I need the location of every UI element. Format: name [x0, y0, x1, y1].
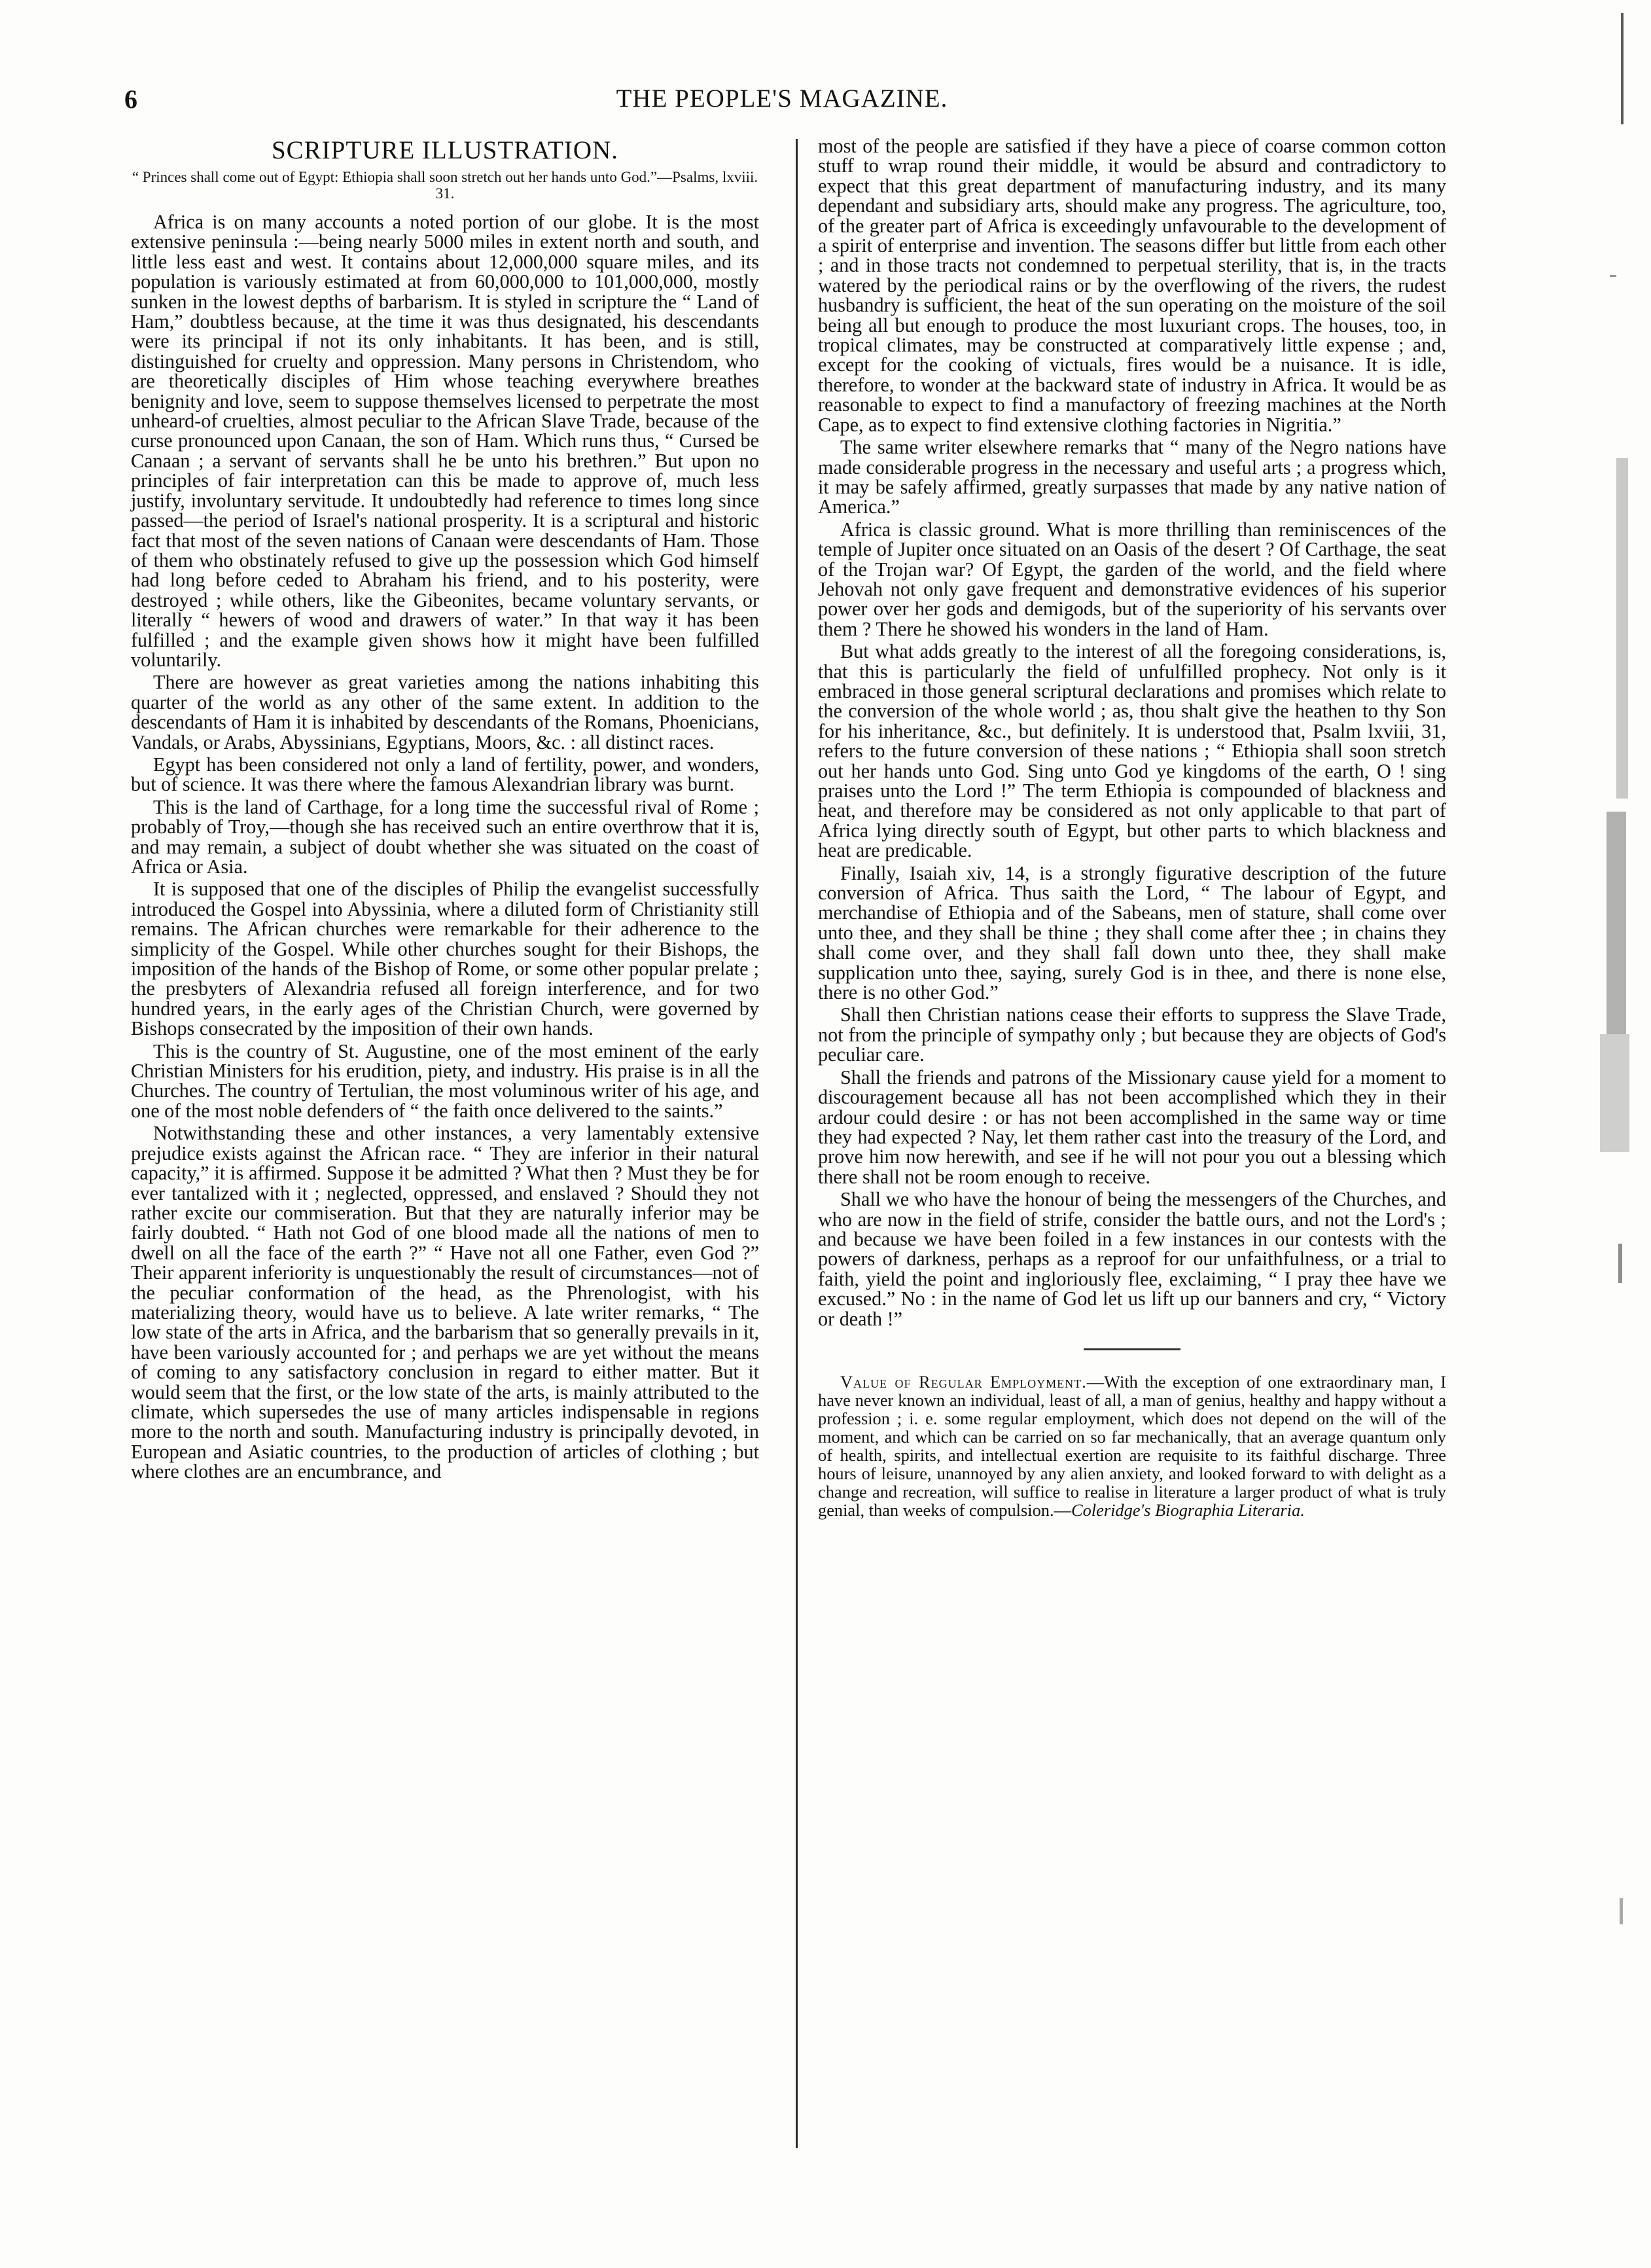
page-number: 6 [124, 84, 137, 114]
article-paragraph: Africa is on many accounts a noted portion of our globe. It is the most extensive peninsula :—being nearly 5000 miles in extent north and south, and little less east and west. It contains about 12,000,000 square miles, and its population is variously estimated at from 60,000,000 to 101,000,000, mostly sunken in the lowest depths of barbarism. It is styled in scripture the “ Land of Ham,” doubtless because, at the time it was thus designated, his descendants were its principal if not its only inhabitants. It has been, and is still, distinguished for cruelty and oppression. Many persons in Christendom, who are theoretically disciples of Him whose teaching everywhere breathes benignity and love, seem to suppose themselves licensed to perpetrate the most unheard-of cruelties, almost peculiar to the African Slave Trade, because of the curse pronounced upon Canaan, the son of Ham. Which runs thus, “ Cursed be Canaan ; a servant of servants shall he be unto his brethren.” But upon no principles of fair interpretation can this be made to approve of, much less justify, involuntary servitude. It undoubtedly had reference to times long since passed—the period of Israel's national prosperity. It is a scriptural and historic fact that most of the seven nations of Canaan were descendants of Ham. Those of them who obstinately refused to give up the possession which God himself had long before ceded to Abraham his friend, and to his posterity, were destroyed ; while others, like the Gibeonites, became voluntary servants, or literally “ hewers of wood and drawers of water.” In that way it has been fulfilled ; and the example given shows how it might have been fulfilled voluntarily. [131, 211, 759, 671]
article-paragraph: Shall the friends and patrons of the Missionary cause yield for a moment to discouragement because all has not been accomplished which they in their ardour could desire : or has not been accomplished in the same way or time they had expected ? Nay, let them rather cast into the treasury of the Lord, and prove him now herewith, and see if he will not pour you out a blessing which there shall not be room enough to receive. [818, 1066, 1446, 1188]
article-paragraph: But what adds greatly to the interest of all the foregoing considerations, is, that this is particularly the field of unfulfilled prophecy. Not only is it embraced in those general scriptural declarations and promises which relate to the conversion of the whole world ; as, thou shalt give the heathen to thy Son for his inheritance, &c., but definitely. It is understood that, Psalm lxviii, 31, refers to the future conversion of these nations ; “ Ethiopia shall soon stretch out her hands unto God. Sing unto God ye kingdoms of the earth, O ! sing praises unto the Lord !” The term Ethiopia is compounded of blackness and heat, and therefore may be considered as not only applicable to that part of Africa lying directly south of Egypt, but other parts to which blackness and heat are predicable. [818, 640, 1446, 862]
note-heading: Value of Regular Employment. [840, 1371, 1087, 1392]
article-paragraph: Finally, Isaiah xiv, 14, is a strongly figurative description of the future conversion of Africa. Thus saith the Lord, “ The labour of Egypt, and merchandise of Ethiopia and of the Sabeans, men of stature, shall come over unto thee, and they shall be thine ; they shall come after thee ; in chains they shall come over, and they shall fall down unto thee, they shall make supplication unto thee, saying, surely God is in thee, and there is none else, there is no other God.” [818, 861, 1446, 1004]
column-rule [796, 139, 798, 2148]
article-paragraph: Africa is classic ground. What is more thrilling than reminiscences of the temple of Jupiter once situated on an Oasis of the desert ? Of Carthage, the seat of the Trojan war? Of Egypt, the garden of the world, and the field where Jehovah not only gave frequent and demonstrative evidences of his superior power over her gods and demigods, but of the superiority of his servants over them ? There he showed his wonders in the land of Ham. [818, 518, 1446, 640]
magazine-title: THE PEOPLE'S MAGAZINE. [616, 84, 948, 113]
scan-edge-texture [1580, 0, 1639, 2268]
running-head [124, 84, 1440, 123]
note-source: Coleridge's Biographia Literaria. [1071, 1500, 1305, 1520]
article-paragraph: most of the people are satisfied if they have a piece of coarse common cotton stuff to wrap round their middle, it would be absurd and contradictory to expect that this great department of manufacturing industry, and its many dependant and subsidiary arts, should make any progress. The agriculture, too, of the greater part of Africa is exceedingly unfavourable to the development of a spirit of enterprise and invention. The seasons differ but little from each other ; and in those tracts not condemned to perpetual sterility, that is, in the tracts watered by the periodical rains or by the overflowing of the rivers, the rudest husbandry is sufficient, the heat of the sun operating on the moisture of the soil being all but enough to produce the most luxuriant crops. The houses, too, in tropical climates, may be constructed at comparatively little expense ; and, except for the cooking of victuals, fires would be a nuisance. It is idle, therefore, to wonder at the backward state of industry in Africa. It would be as reasonable to expect to find a manufactory of freezing machines at the North Cape, as to expect to find extensive clothing factories in Nigritia.” [818, 135, 1446, 436]
article-paragraph: Shall we who have the honour of being the messengers of the Churches, and who are now in the field of strife, consider the battle ours, and not the Lord's ; and because we have been foiled in a few instances in our contests with the powers of darkness, perhaps as a reproof for our unfaithfulness, or a trial to faith, yield the point and ingloriously flee, exclaiming, “ I pray thee have we excused.” No : in the name of God let us lift up our banners and cry, “ Victory or death !” [818, 1188, 1446, 1330]
epigraph: “ Princes shall come out of Egypt: Ethiopia shall soon stretch out her hands unto God.”—Psalms, lxviii. 31. [132, 169, 758, 202]
article-paragraph: This is the country of St. Augustine, one of the most eminent of the early Christian Ministers for his erudition, piety, and industry. His praise is in all the Churches. The country of Tertulian, the most voluminous writer of his age, and one of the most noble defenders of “ the faith once delivered to the saints.” [131, 1039, 759, 1122]
article-paragraph: It is supposed that one of the disciples of Philip the evangelist successfully introduced the Gospel into Abyssinia, where a diluted form of Christianity still remains. The African churches were remarkable for their adherence to the simplicity of the Gospel. While other churches sought for their Bishops, the imposition of the hands of the Bishop of Rome, or some other popular prelate ; the presbyters of Alexandria refused all foreign interference, and for two hundred years, in the early ages of the Christian Church, were governed by Bishops consecrated by the imposition of their own hands. [131, 878, 759, 1040]
right-column [818, 136, 1446, 1522]
note-body: —With the exception of one extraordinary man, I have never known an individual, least of all, a man of genius, healthy and happy without a profession ; i. e. some regular employment, which does not depend on the will of the moment, and which can be carried on so far mechanically, that an average quantum only of health, spirits, and intellectual exertion are requisite to its faithful discharge. Three hours of leisure, unannoyed by any alien anxiety, and looked forward to with delight as a change and recreation, will suffice to realise in literature a larger product of what is truly genial, than weeks of compulsion.— [818, 1371, 1446, 1520]
article-paragraph: Shall then Christian nations cease their efforts to suppress the Slave Trade, not from the principle of sympathy only ; but because they are objects of God's peculiar care. [818, 1003, 1446, 1066]
section-divider [1084, 1348, 1181, 1350]
left-column [131, 136, 759, 1485]
note-paragraph [818, 1373, 1446, 1519]
article-paragraph: This is the land of Carthage, for a long time the successful rival of Rome ; probably of Troy,—though she has received such an entire overthrow that it is, and may remain, a subject of doubt whether she was situated on the coast of Africa or Asia. [131, 795, 759, 878]
article-paragraph: Egypt has been considered not only a land of fertility, power, and wonders, but of science. It was there where the famous Alexandrian library was burnt. [131, 753, 759, 796]
article-paragraph: There are however as great varieties among the nations inhabiting this quarter of the world as any other of the same extent. In addition to the descendants of Ham it is inhabited by descendants of the Romans, Phoenicians, Vandals, or Arabs, Abyssinians, Egyptians, Moors, &c. : all distinct races. [131, 671, 759, 753]
article-paragraph: Notwithstanding these and other instances, a very lamentably extensive prejudice exists against the African race. “ They are inferior in their natural capacity,” it is affirmed. Suppose it be admitted ? What then ? Must they be for ever tantalized with it ; neglected, oppressed, and enslaved ? Should they not rather excite our commiseration. But that they are naturally inferior may be fairly doubted. “ Hath not God of one blood made all the nations of men to dwell on all the face of the earth ?” “ Have not all one Father, even God ?” Their apparent inferiority is unquestionably the result of circumstances—not of the peculiar conformation of the head, as the Phrenologist, with his materializing theory, would have us to believe. A late writer remarks, “ The low state of the arts in Africa, and the barbarism that so generally prevails in it, have been variously accounted for ; and perhaps we are yet without the means of coming to any satisfactory conclusion in regard to either matter. But it would seem that the first, or the low state of the arts, is mainly attributed to the climate, which supersedes the use of many articles indispensable in regions more to the north and south. Manufacturing industry is principally devoted, in European and Asiatic countries, to the production of articles of clothing ; but where clothes are an encumbrance, and [131, 1122, 759, 1483]
article-title: SCRIPTURE ILLUSTRATION. [271, 136, 619, 164]
article-paragraph: The same writer elsewhere remarks that “ many of the Negro nations have made considerable progress in the necessary and useful arts ; a progress which, it may be safely affirmed, greatly surpasses that made by any native nation of America.” [818, 436, 1446, 518]
